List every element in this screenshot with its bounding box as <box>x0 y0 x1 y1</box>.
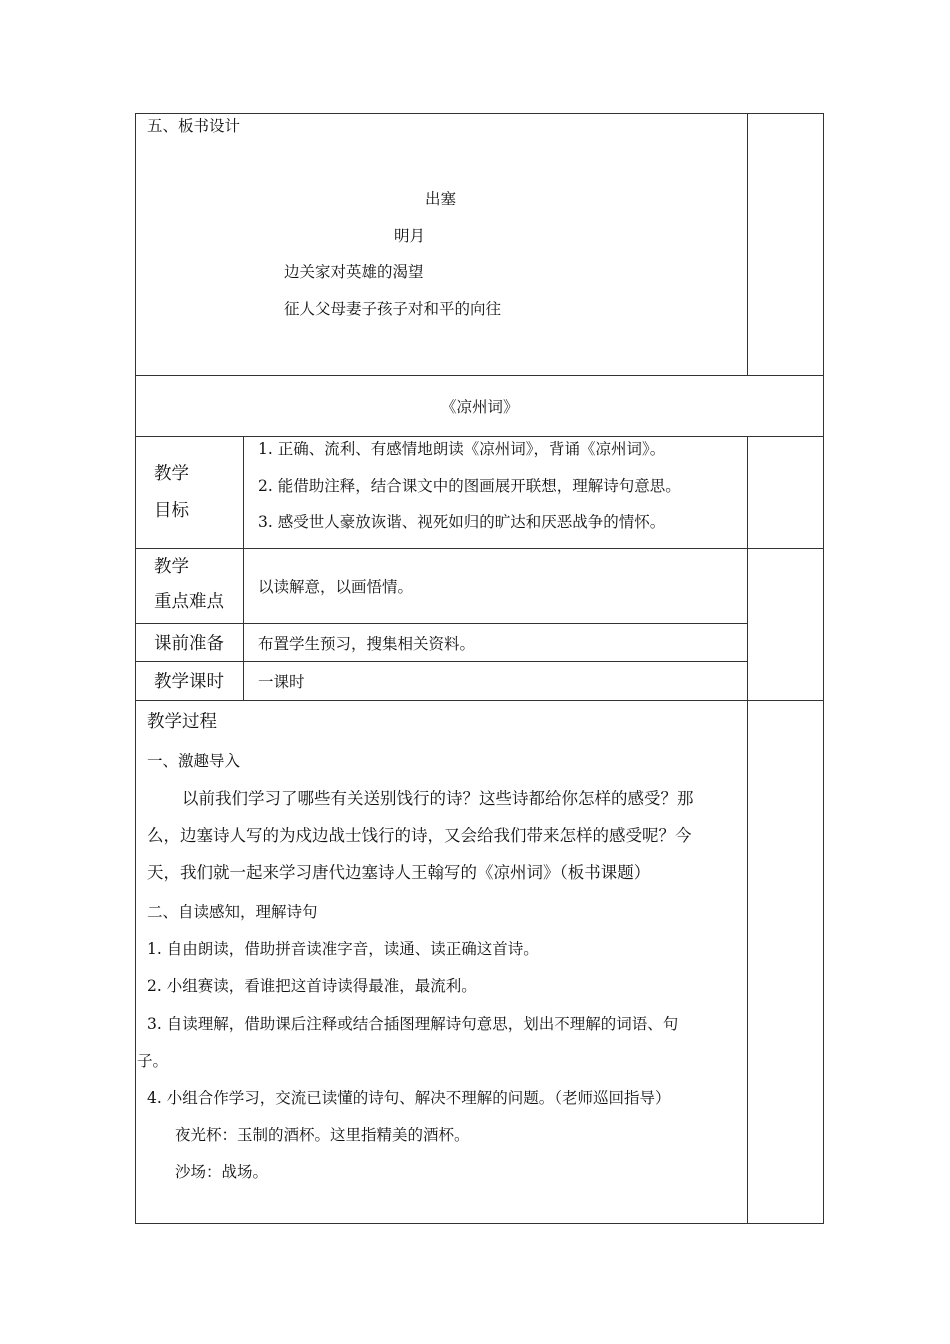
objective-item: 1. 正确、流利、有感情地朗读《凉州词》，背诵《凉州词》。 <box>258 440 666 458</box>
objective-item: 2. 能借助注释，结合课文中的图画展开联想，理解诗句意思。 <box>258 477 681 495</box>
class-hours-value: 一课时 <box>258 673 305 691</box>
key-points-label-line2: 重点难点 <box>154 592 224 612</box>
step-item: 2. 小组赛读，看谁把这首诗读得最准，最流利。 <box>147 977 477 995</box>
row-divider-preparation <box>135 661 748 662</box>
intro-line: 以前我们学习了哪些有关送别饯行的诗？这些诗都给你怎样的感受？那 <box>182 789 694 808</box>
board-line-mingyue: 明月 <box>394 227 426 245</box>
lesson-title: 《凉州词》 <box>441 398 519 416</box>
step-item: 1. 自由朗读，借助拼音读准字音，读通、读正确这首诗。 <box>147 940 539 958</box>
objective-item: 3. 感受世人豪放诙谐、视死如归的旷达和厌恶战争的情怀。 <box>258 513 666 531</box>
preparation-label: 课前准备 <box>154 634 224 654</box>
process-heading: 教学过程 <box>147 712 217 732</box>
preparation-value: 布置学生预习，搜集相关资料。 <box>258 635 476 653</box>
objectives-label-line2: 目标 <box>154 501 189 521</box>
table-border-right <box>823 113 824 1224</box>
board-line-hero: 边关家对英雄的渴望 <box>284 263 424 281</box>
key-points-value: 以读解意，以画悟情。 <box>258 578 414 596</box>
table-border-top <box>135 113 824 114</box>
step-item-continuation: 子。 <box>137 1052 169 1070</box>
step-item: 3. 自读理解，借助课后注释或结合插图理解诗句意思，划出不理解的词语、句 <box>147 1015 679 1033</box>
row-divider-title <box>135 436 824 437</box>
board-line-peace: 征人父母妻子孩子对和平的向往 <box>284 300 502 318</box>
board-line-chusai: 出塞 <box>425 190 457 208</box>
intro-line: 么，边塞诗人写的为戍边战士饯行的诗，又会给我们带来怎样的感受呢？今 <box>147 826 692 845</box>
column-divider-label <box>243 436 244 701</box>
table-border-bottom <box>135 1223 824 1224</box>
vocab-note: 沙场：战场。 <box>175 1163 269 1181</box>
row-divider-board-design <box>135 375 824 376</box>
column-divider-notes-lower <box>747 436 748 1224</box>
row-divider-hours <box>135 700 824 701</box>
objectives-label-line1: 教学 <box>154 464 189 484</box>
vocab-note: 夜光杯：玉制的酒杯。这里指精美的酒杯。 <box>175 1126 470 1144</box>
column-divider-notes-upper <box>747 113 748 376</box>
intro-line: 天，我们就一起来学习唐代边塞诗人王翰写的《凉州词》（板书课题） <box>147 863 651 882</box>
row-divider-key-points <box>135 623 748 624</box>
section2-title: 二、自读感知，理解诗句 <box>147 903 318 921</box>
step-item: 4. 小组合作学习，交流已读懂的诗句、解决不理解的问题。（老师巡回指导） <box>147 1089 671 1107</box>
class-hours-label: 教学课时 <box>154 672 224 692</box>
key-points-label-line1: 教学 <box>154 557 189 577</box>
section1-title: 一、激趣导入 <box>147 752 241 770</box>
row-divider-objectives <box>135 548 824 549</box>
table-border-left <box>135 113 136 1224</box>
board-design-heading: 五、板书设计 <box>147 117 241 135</box>
